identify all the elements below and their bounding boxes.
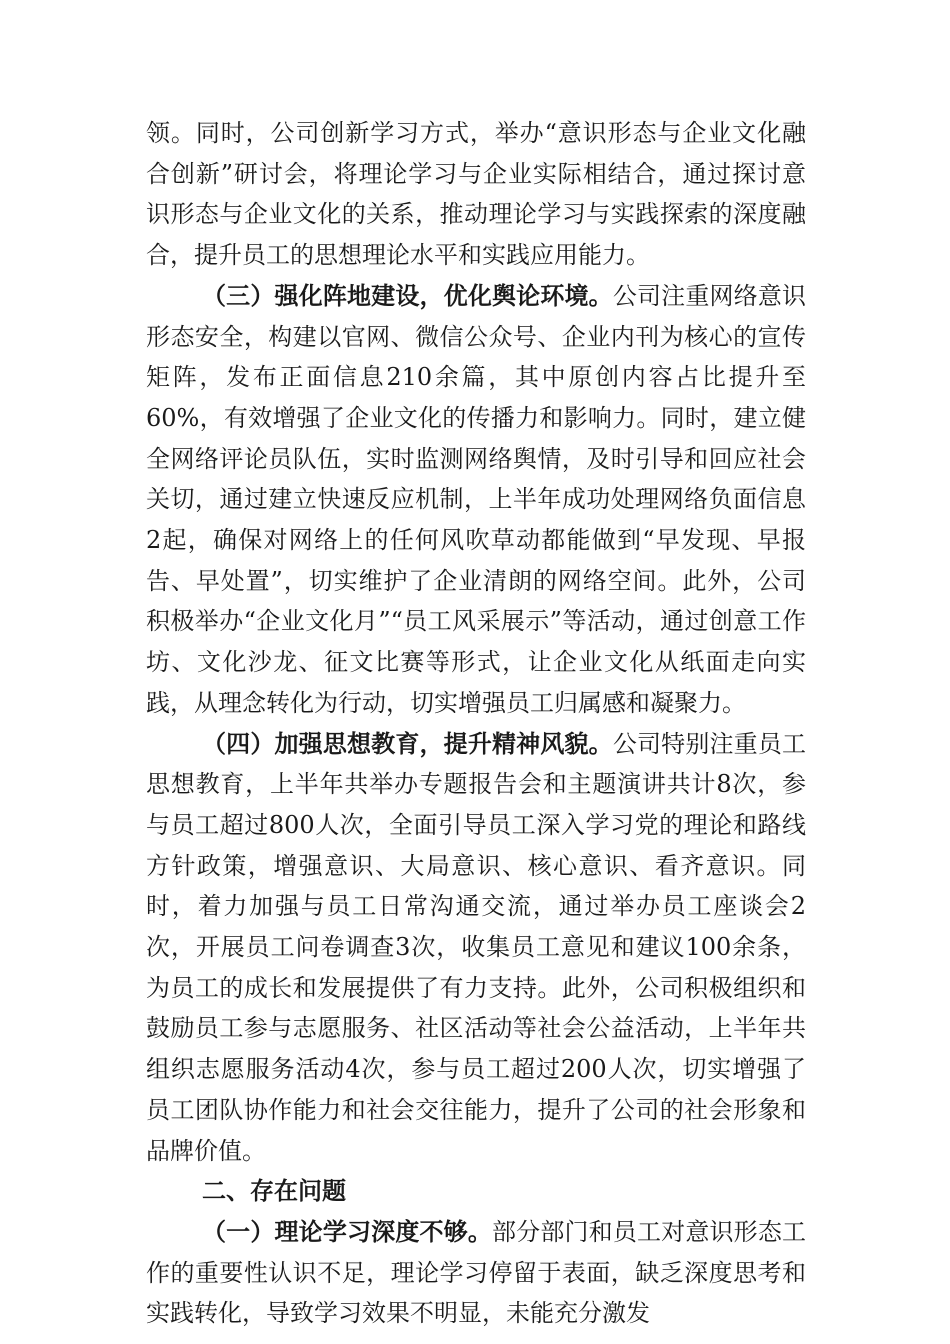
paragraph-text: 公司特别注重员工思想教育，上半年共举办专题报告会和主题演讲共计8次，参与员工超过800人次，全面引导员工深入学习党的理论和路线方针政策，增强意识、大局意识、核心意识、看齐意识。同时，着力加强与员工日常沟通交流，通过举办员工座谈会2次，开展员工问卷调查3次，收集员工意见和建议100余条，为员工的成长和发展提供了有力支持。此外，公司积极组织和鼓励员工参与志愿服务、社区活动等社会公益活动，上半年共组织志愿服务活动4次，参与员工超过200人次，切实增强了员工团队协作能力和社会交往能力，提升了公司的社会形象和品牌价值。 [146,729,807,1165]
paragraph-text: 公司注重网络意识形态安全，构建以官网、微信公众号、企业内刊为核心的宣传矩阵，发布正面信息210余篇，其中原创内容占比提升至60%，有效增强了企业文化的传播力和影响力。同时，建立健全网络评论员队伍，实时监测网络舆情，及时引导和回应社会关切，通过建立快速反应机制，上半年成功处理网络负面信息2起，确保对网络上的任何风吹草动都能做到“早发现、早报告、早处置”，切实维护了企业清朗的网络空间。此外，公司积极举办“企业文化月”“员工风采展示”等活动，通过创意工作坊、文化沙龙、征文比赛等形式，让企业文化从纸面走向实践，从理念转化为行动，切实增强员工归属感和凝聚力。 [146,281,807,717]
section-heading: 二、存在问题 [202,1177,346,1206]
subheading-three: （三）强化阵地建设，优化舆论环境。 [202,281,613,310]
paragraph-positioning [146,276,806,724]
subheading-problem-one: （一）理论学习深度不够。 [202,1217,492,1246]
paragraph-continuation [146,113,806,276]
paragraph-education [146,724,806,1172]
document-page [146,113,806,1334]
paragraph-problem-one [146,1212,806,1334]
paragraph-text: 领。同时，公司创新学习方式，举办“意识形态与企业文化融合创新”研讨会，将理论学习与企业实际相结合，通过探讨意识形态与企业文化的关系，推动理论学习与实践探索的深度融合，提升员工的思想理论水平和实践应用能力。 [146,119,806,270]
paragraph-text: 部分部门和员工对意识形态工作的重要性认识不足，理论学习停留于表面，缺乏深度思考和实践转化，导致学习效果不明显，未能充分激发 [146,1217,806,1328]
subheading-four: （四）加强思想教育，提升精神风貌。 [202,729,613,758]
